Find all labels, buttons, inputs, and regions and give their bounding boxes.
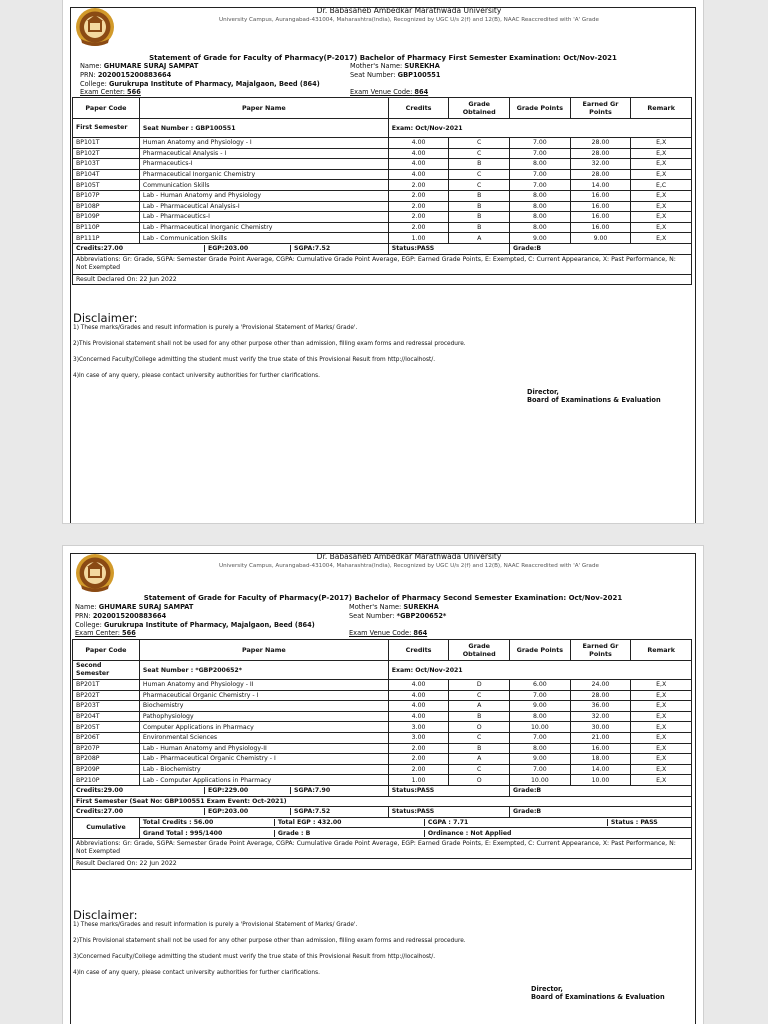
earned-points: 28.00 <box>570 169 631 180</box>
table-row <box>73 212 692 223</box>
remark: E,X <box>631 222 692 233</box>
paper-name: Communication Skills <box>139 180 388 191</box>
earned-points: 14.00 <box>570 764 631 775</box>
disclaimer-line-3: 3)Concerned Faculty/College admitting the student must verify the true state of this Provisional Result from http://localhost/. <box>73 954 436 960</box>
summary-sgpa: SGPA:7.90 <box>294 787 331 795</box>
table-row <box>73 169 692 180</box>
col-remark: Remark <box>631 640 692 661</box>
paper-name: Lab - Human Anatomy and Physiology <box>139 190 388 201</box>
name-label: Name: <box>80 62 102 70</box>
grade-points: 7.00 <box>510 169 571 180</box>
paper-name: Lab - Human Anatomy and Physiology-II <box>139 743 388 754</box>
credits: 4.00 <box>388 148 449 159</box>
credits: 2.00 <box>388 222 449 233</box>
earned-points: 16.00 <box>570 222 631 233</box>
paper-name: Pharmaceutics-I <box>139 159 388 170</box>
ordinance: Ordinance : Not Applied <box>427 829 512 837</box>
grade: O <box>449 722 510 733</box>
summary-egp: EGP:229.00 <box>205 787 291 794</box>
summary-status: Status:PASS <box>388 785 509 796</box>
cumulative-totals <box>139 817 691 828</box>
grade: C <box>449 169 510 180</box>
seat-number: *GBP200652* <box>396 611 447 620</box>
student-info-left <box>75 603 315 638</box>
earned-points: 14.00 <box>570 180 631 191</box>
summary-egp: EGP:203.00 <box>205 245 291 252</box>
remark: E,X <box>631 775 692 786</box>
grade-points: 9.00 <box>510 754 571 765</box>
cgpa: CGPA : 7.71 <box>425 819 608 826</box>
mother-name: SUREKHA <box>403 603 439 611</box>
paper-name: Lab - Communication Skills <box>139 233 388 244</box>
grade-points: 10.00 <box>510 775 571 786</box>
col-remark: Remark <box>631 98 692 119</box>
table-row <box>73 711 692 722</box>
paper-name: Pharmaceutical Analysis - I <box>139 148 388 159</box>
grade-points: 6.00 <box>510 680 571 691</box>
disclaimer-line-4: 4)In case of any query, please contact university authorities for further clarifications. <box>73 373 320 379</box>
grade-points: 8.00 <box>510 190 571 201</box>
summary-cell <box>73 243 389 254</box>
statement-title: Statement of Grade for Faculty of Pharmacy(P-2017) Bachelor of Pharmacy First Semester Examination: Oct/Nov-2021 <box>149 54 617 62</box>
paper-code: BP105T <box>73 180 140 191</box>
table-row <box>73 190 692 201</box>
col-credits: Credits <box>388 98 449 119</box>
table-row <box>73 148 692 159</box>
table-row <box>73 222 692 233</box>
paper-name: Human Anatomy and Physiology - I <box>139 138 388 149</box>
mother-label: Mother's Name: <box>350 62 403 70</box>
earned-points: 30.00 <box>570 722 631 733</box>
signatory-title: Director, <box>531 985 563 993</box>
paper-name: Pathophysiology <box>139 711 388 722</box>
grade: B <box>449 159 510 170</box>
earned-points: 28.00 <box>570 138 631 149</box>
credits: 2.00 <box>388 190 449 201</box>
earned-points: 16.00 <box>570 201 631 212</box>
grade: A <box>449 701 510 712</box>
remark: E,X <box>631 743 692 754</box>
paper-code: BP107P <box>73 190 140 201</box>
credits: 2.00 <box>388 212 449 223</box>
earned-points: 10.00 <box>570 775 631 786</box>
prn-value: 2020015200883664 <box>92 611 167 620</box>
grade: A <box>449 233 510 244</box>
disclaimer-heading: Disclaimer: <box>73 311 138 325</box>
grade-points: 8.00 <box>510 222 571 233</box>
student-name: GHUMARE SURAJ SAMPAT <box>98 603 194 611</box>
remark: E,X <box>631 754 692 765</box>
grades-table <box>72 639 692 870</box>
cumulative-label: Cumulative <box>73 817 140 838</box>
cumulative-totals-2 <box>139 828 691 839</box>
table-row <box>73 764 692 775</box>
grade-points: 8.00 <box>510 743 571 754</box>
grade-points: 8.00 <box>510 159 571 170</box>
grade: C <box>449 764 510 775</box>
statement-title: Statement of Grade for Faculty of Pharmacy(P-2017) Bachelor of Pharmacy Second Semester Examination: Oct/Nov-2021 <box>143 594 623 602</box>
grand-total: Grand Total : 995/1400 <box>140 830 275 837</box>
credits: 4.00 <box>388 159 449 170</box>
earned-points: 16.00 <box>570 190 631 201</box>
total-egp: Total EGP : 432.00 <box>275 819 425 826</box>
table-header-row <box>73 640 692 661</box>
remark: E,X <box>631 711 692 722</box>
credits: 2.00 <box>388 764 449 775</box>
result-declared: Result Declared On: 22 Jun 2022 <box>73 858 692 869</box>
mother-label: Mother's Name: <box>349 603 402 611</box>
paper-code: BP109P <box>73 212 140 223</box>
disclaimer-line-4: 4)In case of any query, please contact university authorities for further clarifications. <box>73 970 320 976</box>
credits: 1.00 <box>388 775 449 786</box>
paper-code: BP202T <box>73 690 140 701</box>
cumulative-row <box>73 817 692 828</box>
exam-center-value: 566 <box>122 629 136 638</box>
summary-row <box>73 243 692 254</box>
disclaimer-line-3: 3)Concerned Faculty/College admitting the student must verify the true state of this Provisional Result from http://localhost/. <box>73 357 436 363</box>
grade-statement-second-semester <box>63 546 703 1024</box>
table-row <box>73 732 692 743</box>
grade: C <box>449 180 510 191</box>
grade-points: 8.00 <box>510 201 571 212</box>
paper-code: BP209P <box>73 764 140 775</box>
paper-code: BP206T <box>73 732 140 743</box>
paper-name: Biochemistry <box>139 701 388 712</box>
semester-label: First Semester <box>73 119 140 138</box>
grade-statement-first-semester <box>63 0 703 523</box>
venue-label: Exam Venue Code: <box>349 629 412 638</box>
credits: 2.00 <box>388 754 449 765</box>
semester-label: Second Semester <box>73 661 140 680</box>
exam-center-label: Exam Center: <box>75 629 120 638</box>
credits: 2.00 <box>388 180 449 191</box>
university-name: Dr. Babasaheb Ambedkar Marathwada University <box>316 552 502 561</box>
remark: E,X <box>631 159 692 170</box>
grade-points: 9.00 <box>510 233 571 244</box>
exam-row: Exam: Oct/Nov-2021 <box>388 119 691 138</box>
college-value: Gurukrupa Institute of Pharmacy, Majalgaon, Beed (864) <box>103 620 315 629</box>
table-row <box>73 159 692 170</box>
university-logo <box>75 552 115 594</box>
remark: E,X <box>631 169 692 180</box>
disclaimer-line-2: 2)This Provisional statement shall not be used for any other purpose other than admission, filling exam forms and redressal procedure. <box>73 341 466 347</box>
table-row <box>73 701 692 712</box>
grade: B <box>449 190 510 201</box>
declared-row <box>73 274 692 285</box>
university-name: Dr. Babasaheb Ambedkar Marathwada University <box>316 6 502 15</box>
seat-row: Seat Number : GBP100551 <box>139 119 388 138</box>
venue-value: 864 <box>414 88 429 97</box>
first-sgpa: SGPA:7.52 <box>294 808 331 816</box>
grade: B <box>449 201 510 212</box>
paper-code: BP108P <box>73 201 140 212</box>
remark: E,X <box>631 680 692 691</box>
paper-name: Pharmaceutical Organic Chemistry - I <box>139 690 388 701</box>
remark: E,X <box>631 701 692 712</box>
paper-name: Lab - Pharmaceutical Analysis-I <box>139 201 388 212</box>
remark: E,X <box>631 732 692 743</box>
paper-name: Lab - Biochemistry <box>139 764 388 775</box>
exam-row: Exam: Oct/Nov-2021 <box>388 661 691 680</box>
grade-points: 7.00 <box>510 732 571 743</box>
seat-number: GBP100551 <box>397 70 441 79</box>
credits: 4.00 <box>388 701 449 712</box>
cumulative-status: Status : PASS <box>610 819 658 827</box>
table-header-row <box>73 98 692 119</box>
credits: 4.00 <box>388 711 449 722</box>
table-row <box>73 690 692 701</box>
abbreviations: Abbreviations: Gr: Grade, SGPA: Semester Grade Point Average, CGPA: Cumulative Grade Point Average, EGP: Earned Grade Points, E: Exempted, C: Current Appearance, X: Past Performance, N: Not Exempted <box>73 254 692 274</box>
credits: 4.00 <box>388 138 449 149</box>
col-grade-points: Grade Points <box>510 98 571 119</box>
remark: E,X <box>631 138 692 149</box>
first-semester-summary-row <box>73 807 692 818</box>
grade: B <box>449 743 510 754</box>
summary-cell <box>73 785 389 796</box>
earned-points: 32.00 <box>570 159 631 170</box>
earned-points: 9.00 <box>570 233 631 244</box>
grade: B <box>449 711 510 722</box>
signature-block <box>527 388 661 405</box>
grade-points: 8.00 <box>510 711 571 722</box>
first-egp: EGP:203.00 <box>205 808 291 815</box>
cumulative-grade: Grade : B <box>275 830 425 837</box>
credits: 2.00 <box>388 743 449 754</box>
disclaimer-line-1: 1) These marks/Grades and result information is purely a 'Provisional Statement of Marks/ Grade'. <box>73 325 358 331</box>
board-name: Board of Examinations & Evaluation <box>527 396 661 405</box>
grade-points: 7.00 <box>510 690 571 701</box>
first-status: Status:PASS <box>388 807 509 818</box>
col-grade: Grade Obtained <box>449 98 510 119</box>
prn-label: PRN: <box>80 70 96 79</box>
semester-row <box>73 661 692 680</box>
declared-row <box>73 858 692 869</box>
col-paper-code: Paper Code <box>73 640 140 661</box>
university-subtitle: University Campus, Aurangabad-431004, Maharashtra(India), Recognized by UGC U/s 2(f) and 12(B), NAAC Reaccredited with 'A' Grade <box>219 17 599 23</box>
credits: 4.00 <box>388 680 449 691</box>
paper-code: BP207P <box>73 743 140 754</box>
first-grade: Grade:B <box>510 807 692 818</box>
cumulative-row-2 <box>73 828 692 839</box>
remark: E,X <box>631 690 692 701</box>
paper-code: BP201T <box>73 680 140 691</box>
semester-row <box>73 119 692 138</box>
prn-label: PRN: <box>75 611 91 620</box>
paper-code: BP111P <box>73 233 140 244</box>
credits: 4.00 <box>388 169 449 180</box>
grade: O <box>449 775 510 786</box>
mother-name: SUREKHA <box>404 62 440 70</box>
abbreviations: Abbreviations: Gr: Grade, SGPA: Semester Grade Point Average, CGPA: Cumulative Grade Point Average, EGP: Earned Grade Points, E: Exempted, C: Current Appearance, X: Past Performance, N: Not Exempted <box>73 838 692 858</box>
earned-points: 18.00 <box>570 754 631 765</box>
first-credits: Credits:27.00 <box>73 808 205 815</box>
grade: A <box>449 754 510 765</box>
grade-points: 8.00 <box>510 212 571 223</box>
grade: C <box>449 138 510 149</box>
grade: B <box>449 222 510 233</box>
credits: 1.00 <box>388 233 449 244</box>
paper-name: Lab - Pharmaceutical Inorganic Chemistry <box>139 222 388 233</box>
summary-credits: Credits:29.00 <box>73 787 205 794</box>
college-label: College: <box>80 79 107 88</box>
disclaimer-line-2: 2)This Provisional statement shall not be used for any other purpose other than admission, filling exam forms and redressal procedure. <box>73 938 466 944</box>
grade: D <box>449 680 510 691</box>
remark: E,X <box>631 764 692 775</box>
abbreviations-row <box>73 838 692 858</box>
col-grade: Grade Obtained <box>449 640 510 661</box>
credits: 3.00 <box>388 732 449 743</box>
prn-value: 2020015200883664 <box>97 70 172 79</box>
paper-code: BP101T <box>73 138 140 149</box>
summary-grade: Grade:B <box>510 243 692 254</box>
student-info-left <box>80 62 320 97</box>
col-paper-name: Paper Name <box>139 640 388 661</box>
exam-center-label: Exam Center: <box>80 88 125 97</box>
paper-code: BP210P <box>73 775 140 786</box>
university-subtitle: University Campus, Aurangabad-431004, Maharashtra(India), Recognized by UGC U/s 2(f) and 12(B), NAAC Reaccredited with 'A' Grade <box>219 563 599 569</box>
credits: 2.00 <box>388 201 449 212</box>
paper-name: Environmental Sciences <box>139 732 388 743</box>
signature-block <box>531 985 665 1002</box>
student-info-right <box>350 62 440 97</box>
total-credits: Total Credits : 56.00 <box>140 819 275 826</box>
col-earned: Earned Gr Points <box>570 98 631 119</box>
grade-points: 9.00 <box>510 701 571 712</box>
table-row <box>73 180 692 191</box>
earned-points: 28.00 <box>570 690 631 701</box>
paper-code: BP103T <box>73 159 140 170</box>
grade: C <box>449 690 510 701</box>
grade-points: 7.00 <box>510 764 571 775</box>
board-name: Board of Examinations & Evaluation <box>531 993 665 1002</box>
table-row <box>73 233 692 244</box>
paper-code: BP205T <box>73 722 140 733</box>
result-declared: Result Declared On: 22 Jun 2022 <box>73 274 692 285</box>
table-row <box>73 201 692 212</box>
table-row <box>73 743 692 754</box>
summary-row <box>73 785 692 796</box>
summary-status: Status:PASS <box>388 243 509 254</box>
college-label: College: <box>75 620 102 629</box>
earned-points: 16.00 <box>570 212 631 223</box>
earned-points: 28.00 <box>570 148 631 159</box>
paper-code: BP110P <box>73 222 140 233</box>
seat-label: Seat Number: <box>350 70 396 79</box>
table-row <box>73 722 692 733</box>
grade: C <box>449 732 510 743</box>
earned-points: 21.00 <box>570 732 631 743</box>
grade-points: 10.00 <box>510 722 571 733</box>
first-semester-label: First Semester (Seat No: GBP100551 Exam Event: Oct-2021) <box>73 796 692 807</box>
summary-credits: Credits:27.00 <box>73 245 205 252</box>
venue-value: 864 <box>413 629 428 638</box>
paper-code: BP203T <box>73 701 140 712</box>
earned-points: 32.00 <box>570 711 631 722</box>
disclaimer-heading: Disclaimer: <box>73 908 138 922</box>
university-logo <box>75 6 115 48</box>
paper-name: Pharmaceutical Inorganic Chemistry <box>139 169 388 180</box>
remark: E,C <box>631 180 692 191</box>
earned-points: 36.00 <box>570 701 631 712</box>
col-credits: Credits <box>388 640 449 661</box>
summary-sgpa: SGPA:7.52 <box>294 245 331 253</box>
disclaimer-line-1: 1) These marks/Grades and result information is purely a 'Provisional Statement of Marks/ Grade'. <box>73 922 358 928</box>
venue-label: Exam Venue Code: <box>350 88 413 97</box>
paper-code: BP104T <box>73 169 140 180</box>
summary-grade: Grade:B <box>510 785 692 796</box>
grade-points: 7.00 <box>510 138 571 149</box>
student-name: GHUMARE SURAJ SAMPAT <box>103 62 199 70</box>
remark: E,X <box>631 190 692 201</box>
remark: E,X <box>631 722 692 733</box>
signatory-title: Director, <box>527 388 559 396</box>
remark: E,X <box>631 233 692 244</box>
table-row <box>73 680 692 691</box>
earned-points: 16.00 <box>570 743 631 754</box>
col-grade-points: Grade Points <box>510 640 571 661</box>
paper-name: Lab - Computer Applications in Pharmacy <box>139 775 388 786</box>
paper-name: Lab - Pharmaceutics-I <box>139 212 388 223</box>
abbreviations-row <box>73 254 692 274</box>
table-row <box>73 138 692 149</box>
col-earned: Earned Gr Points <box>570 640 631 661</box>
paper-name: Lab - Pharmaceutical Organic Chemistry - I <box>139 754 388 765</box>
student-info-right <box>349 603 446 638</box>
exam-center-value: 566 <box>127 88 141 97</box>
seat-label: Seat Number: <box>349 611 395 620</box>
paper-code: BP204T <box>73 711 140 722</box>
table-row <box>73 754 692 765</box>
paper-name: Computer Applications in Pharmacy <box>139 722 388 733</box>
earned-points: 24.00 <box>570 680 631 691</box>
table-row <box>73 775 692 786</box>
credits: 4.00 <box>388 690 449 701</box>
paper-code: BP102T <box>73 148 140 159</box>
credits: 3.00 <box>388 722 449 733</box>
remark: E,X <box>631 201 692 212</box>
col-paper-name: Paper Name <box>139 98 388 119</box>
remark: E,X <box>631 148 692 159</box>
college-value: Gurukrupa Institute of Pharmacy, Majalgaon, Beed (864) <box>108 79 320 88</box>
grade: B <box>449 212 510 223</box>
grades-table <box>72 97 692 285</box>
seat-row: Seat Number : *GBP200652* <box>139 661 388 680</box>
grade: C <box>449 148 510 159</box>
remark: E,X <box>631 212 692 223</box>
paper-name: Human Anatomy and Physiology - II <box>139 680 388 691</box>
first-semester-row <box>73 796 692 807</box>
grade-points: 7.00 <box>510 180 571 191</box>
paper-code: BP208P <box>73 754 140 765</box>
name-label: Name: <box>75 603 97 611</box>
first-summary-cell <box>73 807 389 818</box>
grade-points: 7.00 <box>510 148 571 159</box>
col-paper-code: Paper Code <box>73 98 140 119</box>
